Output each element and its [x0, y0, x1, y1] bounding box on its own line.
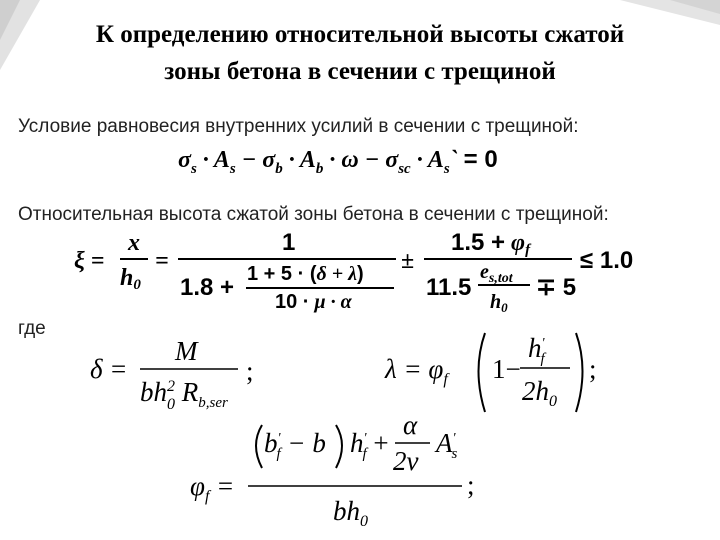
slide-title-line-2: зоны бетона в сечении с трещиной: [164, 58, 556, 85]
svg-text:φf =: $\varphi_f$ =: [190, 471, 235, 505]
svg-text:2h0: $2h_0$: [522, 376, 557, 410]
svg-text:1.8 +: 1.8 +: [180, 274, 235, 301]
svg-text:1.5 + φf: 1.5 + φf: [451, 229, 531, 258]
svg-text:es,tot: $e_{s,tot}$: [480, 261, 513, 286]
svg-text:h'f +: h' f +: [350, 428, 389, 462]
svg-text:x: x: [128, 230, 140, 256]
svg-text:h'f: h' f: [528, 333, 545, 367]
svg-text:ξ =: ξ =: [74, 248, 105, 274]
equilibrium-heading: Условие равновесия внутренних усилий в сечении с трещиной:: [18, 116, 579, 137]
svg-text:=: =: [155, 248, 169, 274]
svg-text:1 + 5 · (δ + λ): 1 + 5 · (δ + λ): [247, 263, 364, 285]
svg-text:±: ±: [401, 248, 415, 274]
svg-text:M: M: [175, 336, 198, 366]
svg-text:α: α: [403, 410, 418, 440]
svg-text:bh0: $bh_0$: [333, 496, 368, 530]
svg-text:δ =: δ =: [90, 354, 128, 384]
svg-text:1−: 1−: [492, 354, 521, 384]
svg-text:;: ;: [467, 470, 475, 500]
svg-text:bh20 Rb,ser: $bh^2$ 0 $R_{b,ser}$: [140, 377, 228, 413]
svg-text:10 · μ · α: 10 · μ · α: [275, 291, 352, 313]
svg-text:;: ;: [589, 354, 597, 384]
svg-text:11.5: 11.5: [426, 274, 472, 301]
svg-text:h0: h0: [120, 265, 141, 293]
slide-title-line-1: К определению относительной высоты сжатой: [95, 21, 625, 48]
svg-text:2ν: 2ν: [393, 446, 419, 476]
svg-text:1: 1: [282, 229, 296, 256]
svg-text:A's: A' s: [436, 428, 458, 462]
svg-text:∓ 5: ∓ 5: [536, 274, 577, 301]
where-label: где: [18, 318, 46, 339]
svg-text:≤ 1.0: ≤ 1.0: [580, 247, 634, 274]
svg-text:;: ;: [246, 356, 254, 386]
relative-height-heading: Относительная высота сжатой зоны бетона в сечении с трещиной:: [18, 204, 609, 225]
svg-text:h0: $h_0$: [490, 291, 508, 315]
svg-text:b'f − b: b' f − b: [264, 428, 326, 462]
equilibrium-equation: $\sigma_s \cdot A_s - \sigma_b \cdot A_b \cdot \omega - \sigma_{sc}$ · $A_s` = 0$: [178, 146, 498, 177]
svg-text:λ = φf: $\lambda = \varphi_f$: [385, 354, 448, 388]
